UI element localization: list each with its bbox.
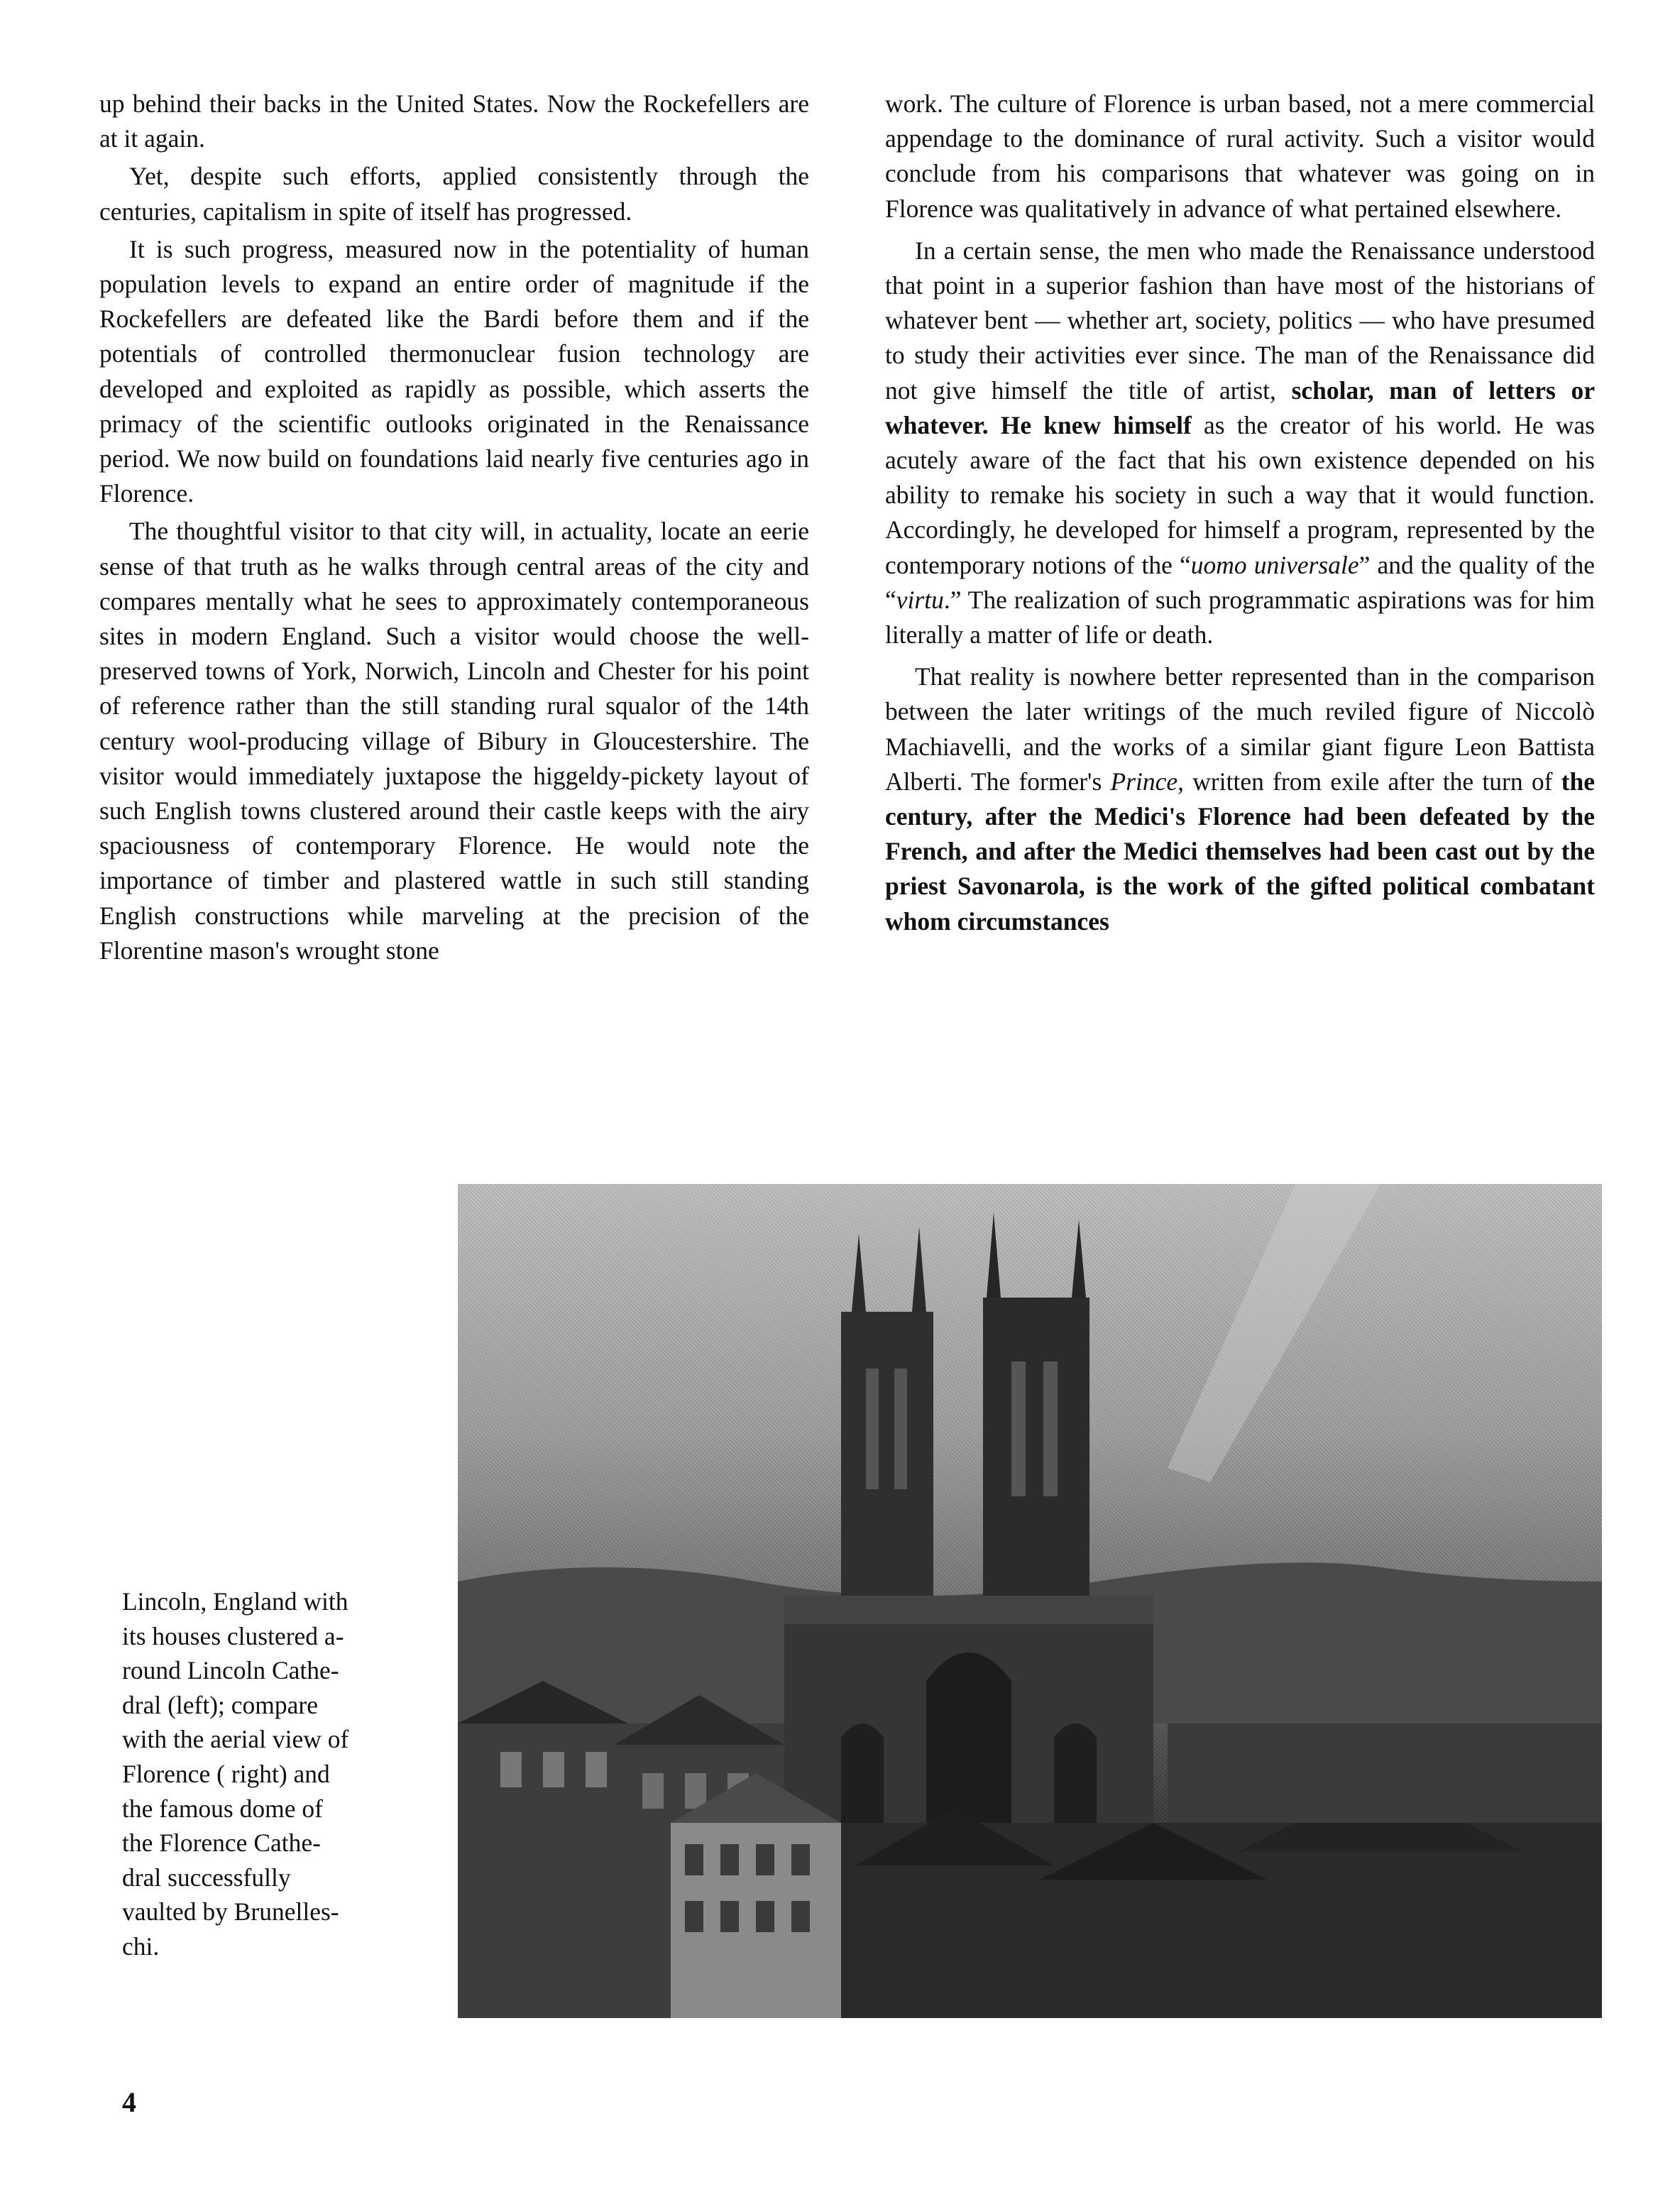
paragraph: Yet, despite such efforts, applied consistently through the centuries, capitalism in spite of itself has progressed. — [99, 162, 809, 226]
caption-line: the famous dome of — [122, 1794, 323, 1823]
italic-text: uomo universale — [1190, 550, 1359, 579]
bold-text: the century, after the Medici's Florence had been defeated by the French, and after the Medici themselves had been cast out by the priest Savonarola, is the work of the gifted political combatant whom circumstances — [885, 767, 1595, 936]
caption-line: dral successfully — [122, 1863, 291, 1892]
text-run: That reality is nowhere better represented than in the comparison between the later writings of the much reviled figure of Niccolò Machiavelli, and the works of a similar giant figure Leon Battista Alberti. The former's — [885, 662, 1595, 796]
paragraph: It is such progress, measured now in the potentiality of human population levels to expand an entire order of magnitude if the Rockefellers are defeated like the Bardi before them and if the potentials of controlled thermonuclear fusion technology are developed and exploited as rapidly as possible, which asserts the primacy of the scientific outlooks originated in the Renaissance period. We now build on foundations laid nearly five centuries ago in Florence. — [99, 234, 809, 508]
italic-text: Prince — [1110, 767, 1178, 796]
left-column — [99, 87, 809, 968]
right-column — [885, 87, 1595, 939]
page-number: 4 — [122, 2086, 136, 2118]
paragraph: work. The culture of Florence is urban based, not a mere commercial appendage to the dominance of rural activity. Such a visitor would conclude from his comparisons that whatever was going on in Florence was qualitatively in advance of what pertained elsewhere. — [885, 89, 1595, 223]
bold-text: scholar, man of letters or whatever. He knew himself — [885, 376, 1595, 439]
paragraph: up behind their backs in the United States. Now the Rockefellers are at it again. — [99, 89, 809, 153]
text-run: as the creator of his world. He was acutely aware of the fact that his own existence depended on his ability to remake his society in such a way that it would function. Accordingly, he developed for himself a program, represented by the contemporary notions of the “ — [885, 410, 1595, 579]
caption-line: its houses clustered a- — [122, 1621, 344, 1650]
paragraph: The thoughtful visitor to that city will, in actuality, locate an eerie sense of that truth as he walks through central areas of the city and compares mentally what he sees to approximately contemporaneous sites in modern England. Such a visitor would choose the well-preserved towns of York, Norwich, Lincoln and Chester for his point of reference rather than the still standing rural squalor of the 14th century wool-producing village of Bibury in Gloucestershire. The visitor would immediately juxtapose the higgeldy-pickety layout of such English towns clustered around their castle keeps with the airy spaciousness of contemporary Florence. He would note the importance of timber and plastered wattle in such still standing English constructions while marveling at the precision of the Florentine mason's wrought stone — [99, 517, 809, 965]
caption-line: vaulted by Brunelles- — [122, 1897, 339, 1926]
text-run: .” The realization of such programmatic aspirations was for him literally a matter of life or death. — [885, 585, 1595, 649]
caption-line: the Florence Cathe- — [122, 1829, 321, 1858]
text-run: , written from exile after the turn of — [1177, 767, 1561, 796]
italic-text: virtu — [896, 585, 944, 614]
cathedral-illustration — [458, 1184, 1602, 2018]
paragraph — [885, 659, 1595, 939]
photo-caption — [122, 1584, 410, 1964]
paragraph — [885, 234, 1595, 652]
caption-line: round Lincoln Cathe- — [122, 1656, 339, 1685]
caption-line: Lincoln, England with — [122, 1587, 348, 1616]
caption-line: Florence ( right) and — [122, 1759, 330, 1788]
caption-line: with the aerial view of — [122, 1725, 349, 1754]
text-run: In a certain sense, the men who made the Renaissance understood that point in a superior fashion than have most of the historians of whatever bent — whether art, society, politics — who have presumed to study their activities ever since. The man of the Renaissance did not give himself the title of artist, — [885, 236, 1595, 405]
caption-line: dral (left); compare — [122, 1690, 318, 1719]
caption-line: chi. — [122, 1931, 160, 1961]
text-run: ” and the quality of the “ — [885, 550, 1595, 614]
lincoln-cathedral-photo — [458, 1184, 1602, 2018]
